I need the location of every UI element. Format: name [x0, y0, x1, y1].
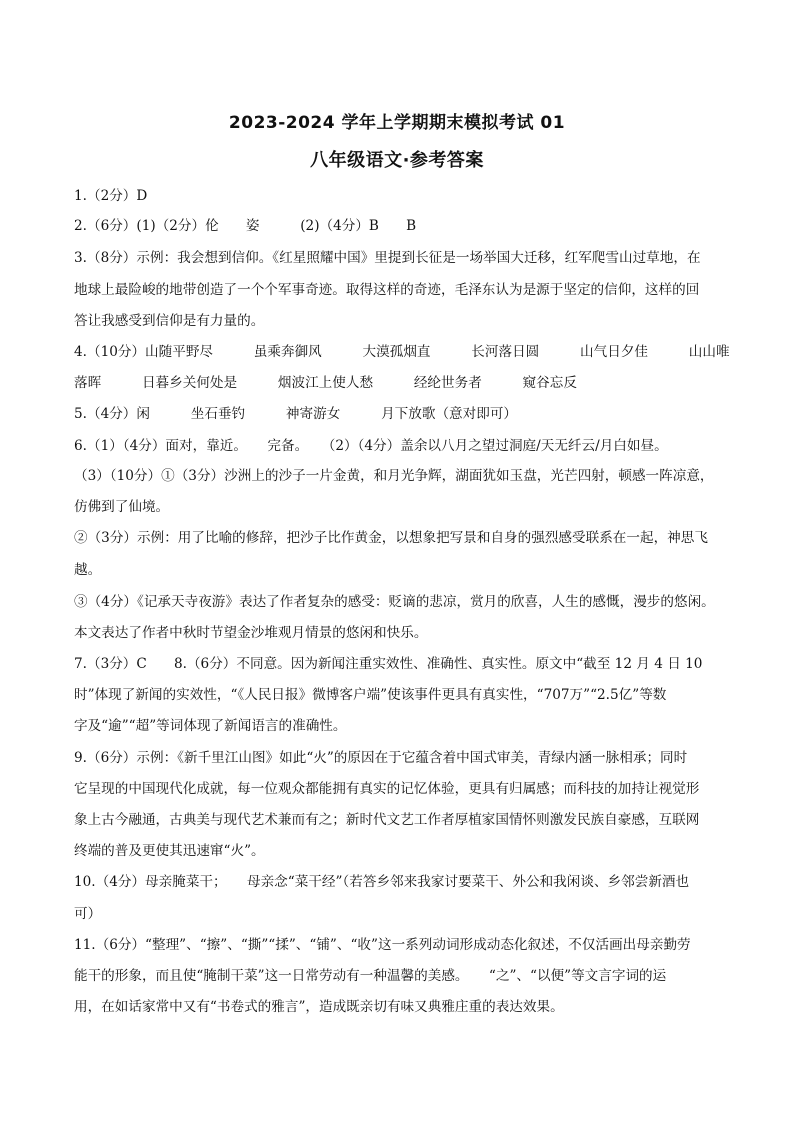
answer-line: 终端的普及更使其迅速窜“火”。 [74, 843, 265, 859]
answer-line: 时”体现了新闻的实效性，“《人民日报》微博客户端”使该事件更具有真实性，“707万”“2.5亿”等数 [74, 687, 667, 703]
answer-line: 6.（1）（4分）面对，靠近。 完备。 （2）（4分）盖余以八月之望过洞庭/天无纤云/月白如昼。 [74, 438, 668, 454]
answer-line: ③（4分）《记承天寺夜游》表达了作者复杂的感受：贬谪的悲凉，赏月的欣喜，人生的感慨，漫步的悠闲。 [74, 594, 715, 610]
answer-line: 答让我感受到信仰是有力量的。 [74, 313, 265, 329]
answer-line: 9.（6分）示例：《新千里江山图》如此“火”的原因在于它蕴含着中国式审美，青绿内涵一脉相承；同时 [74, 750, 688, 766]
answer-line: 它呈现的中国现代化成就，每一位观众都能拥有真实的记忆体验，更具有归属感；而科技的加持让视觉形 [74, 781, 700, 797]
answer-line: 5.（4分）闲 坐石垂钓 神寄游女 月下放歌（意对即可） [74, 406, 518, 422]
answer-line: 2.（6分）(1)（2分）伦 姿 (2)（4分）B B [74, 218, 417, 234]
answer-line: 象上古今融通，古典美与现代艺术兼而有之；新时代文艺工作者厚植家国情怀则激发民族自豪感，互联网 [74, 812, 700, 828]
answer-line: 10.（4分）母亲腌菜干； 母亲念“菜干经”（若答乡邻来我家讨要菜干、外公和我闲谈、乡邻尝新酒也 [74, 874, 690, 890]
exam-title: 2023-2024 学年上学期期末模拟考试 01 [228, 113, 566, 133]
answer-line: 7.（3分）C 8.（6分）不同意。因为新闻注重实效性、准确性、真实性。原文中“截至 12 月 4 日 10 [74, 656, 703, 672]
answer-line: 越。 [74, 562, 102, 578]
answer-line: ②（3分）示例：用了比喻的修辞，把沙子比作黄金，以想象把写景和自身的强烈感受联系在一起，神思飞 [74, 530, 708, 546]
answer-line: 3.（8分）示例：我会想到信仰。《红星照耀中国》里提到长征是一场举国大迁移，红军爬雪山过草地，在 [74, 250, 701, 266]
answer-key-subtitle: 八年级语文·参考答案 [310, 150, 484, 171]
answer-line: 地球上最险峻的地带创造了一个个军事奇迹。取得这样的奇迹，毛泽东认为是源于坚定的信仰，这样的回 [74, 282, 700, 298]
answer-line: 用，在如话家常中又有“书卷式的雅言”，造成既亲切有味又典雅庄重的表达效果。 [74, 999, 564, 1015]
answer-line: 4.（10分）山随平野尽 虽乘奔御风 大漠孤烟直 长河落日圆 山气日夕佳 山山唯 [74, 344, 730, 360]
answer-line: （3）（10分）①（3分）沙洲上的沙子一片金黄，和月光争辉，湖面犹如玉盘，光芒四射，顿感一阵凉意， [74, 468, 714, 484]
answer-line: 能干的形象，而且使“腌制干菜”这一日常劳动有一种温馨的美感。 “之”、“以便”等文言字词的运 [74, 968, 667, 984]
answer-line: 可） [74, 906, 102, 922]
answer-line: 仿佛到了仙境。 [74, 499, 170, 515]
answer-line: 1.（2分）D [74, 188, 148, 204]
answer-line: 11.（6分）“整理”、“擦”、“撕”“揉”、“铺”、“收”这一系列动词形成动态化叙述，不仅活画出母亲勤劳 [74, 937, 691, 953]
answer-line: 字及“逾”“超”等词体现了新闻语言的准确性。 [74, 718, 347, 734]
answer-line: 落晖 日暮乡关何处是 烟波江上使人愁 经纶世务者 窥谷忘反 [74, 375, 577, 391]
answer-line: 本文表达了作者中秋时节望金沙堆观月情景的悠闲和快乐。 [74, 625, 428, 641]
